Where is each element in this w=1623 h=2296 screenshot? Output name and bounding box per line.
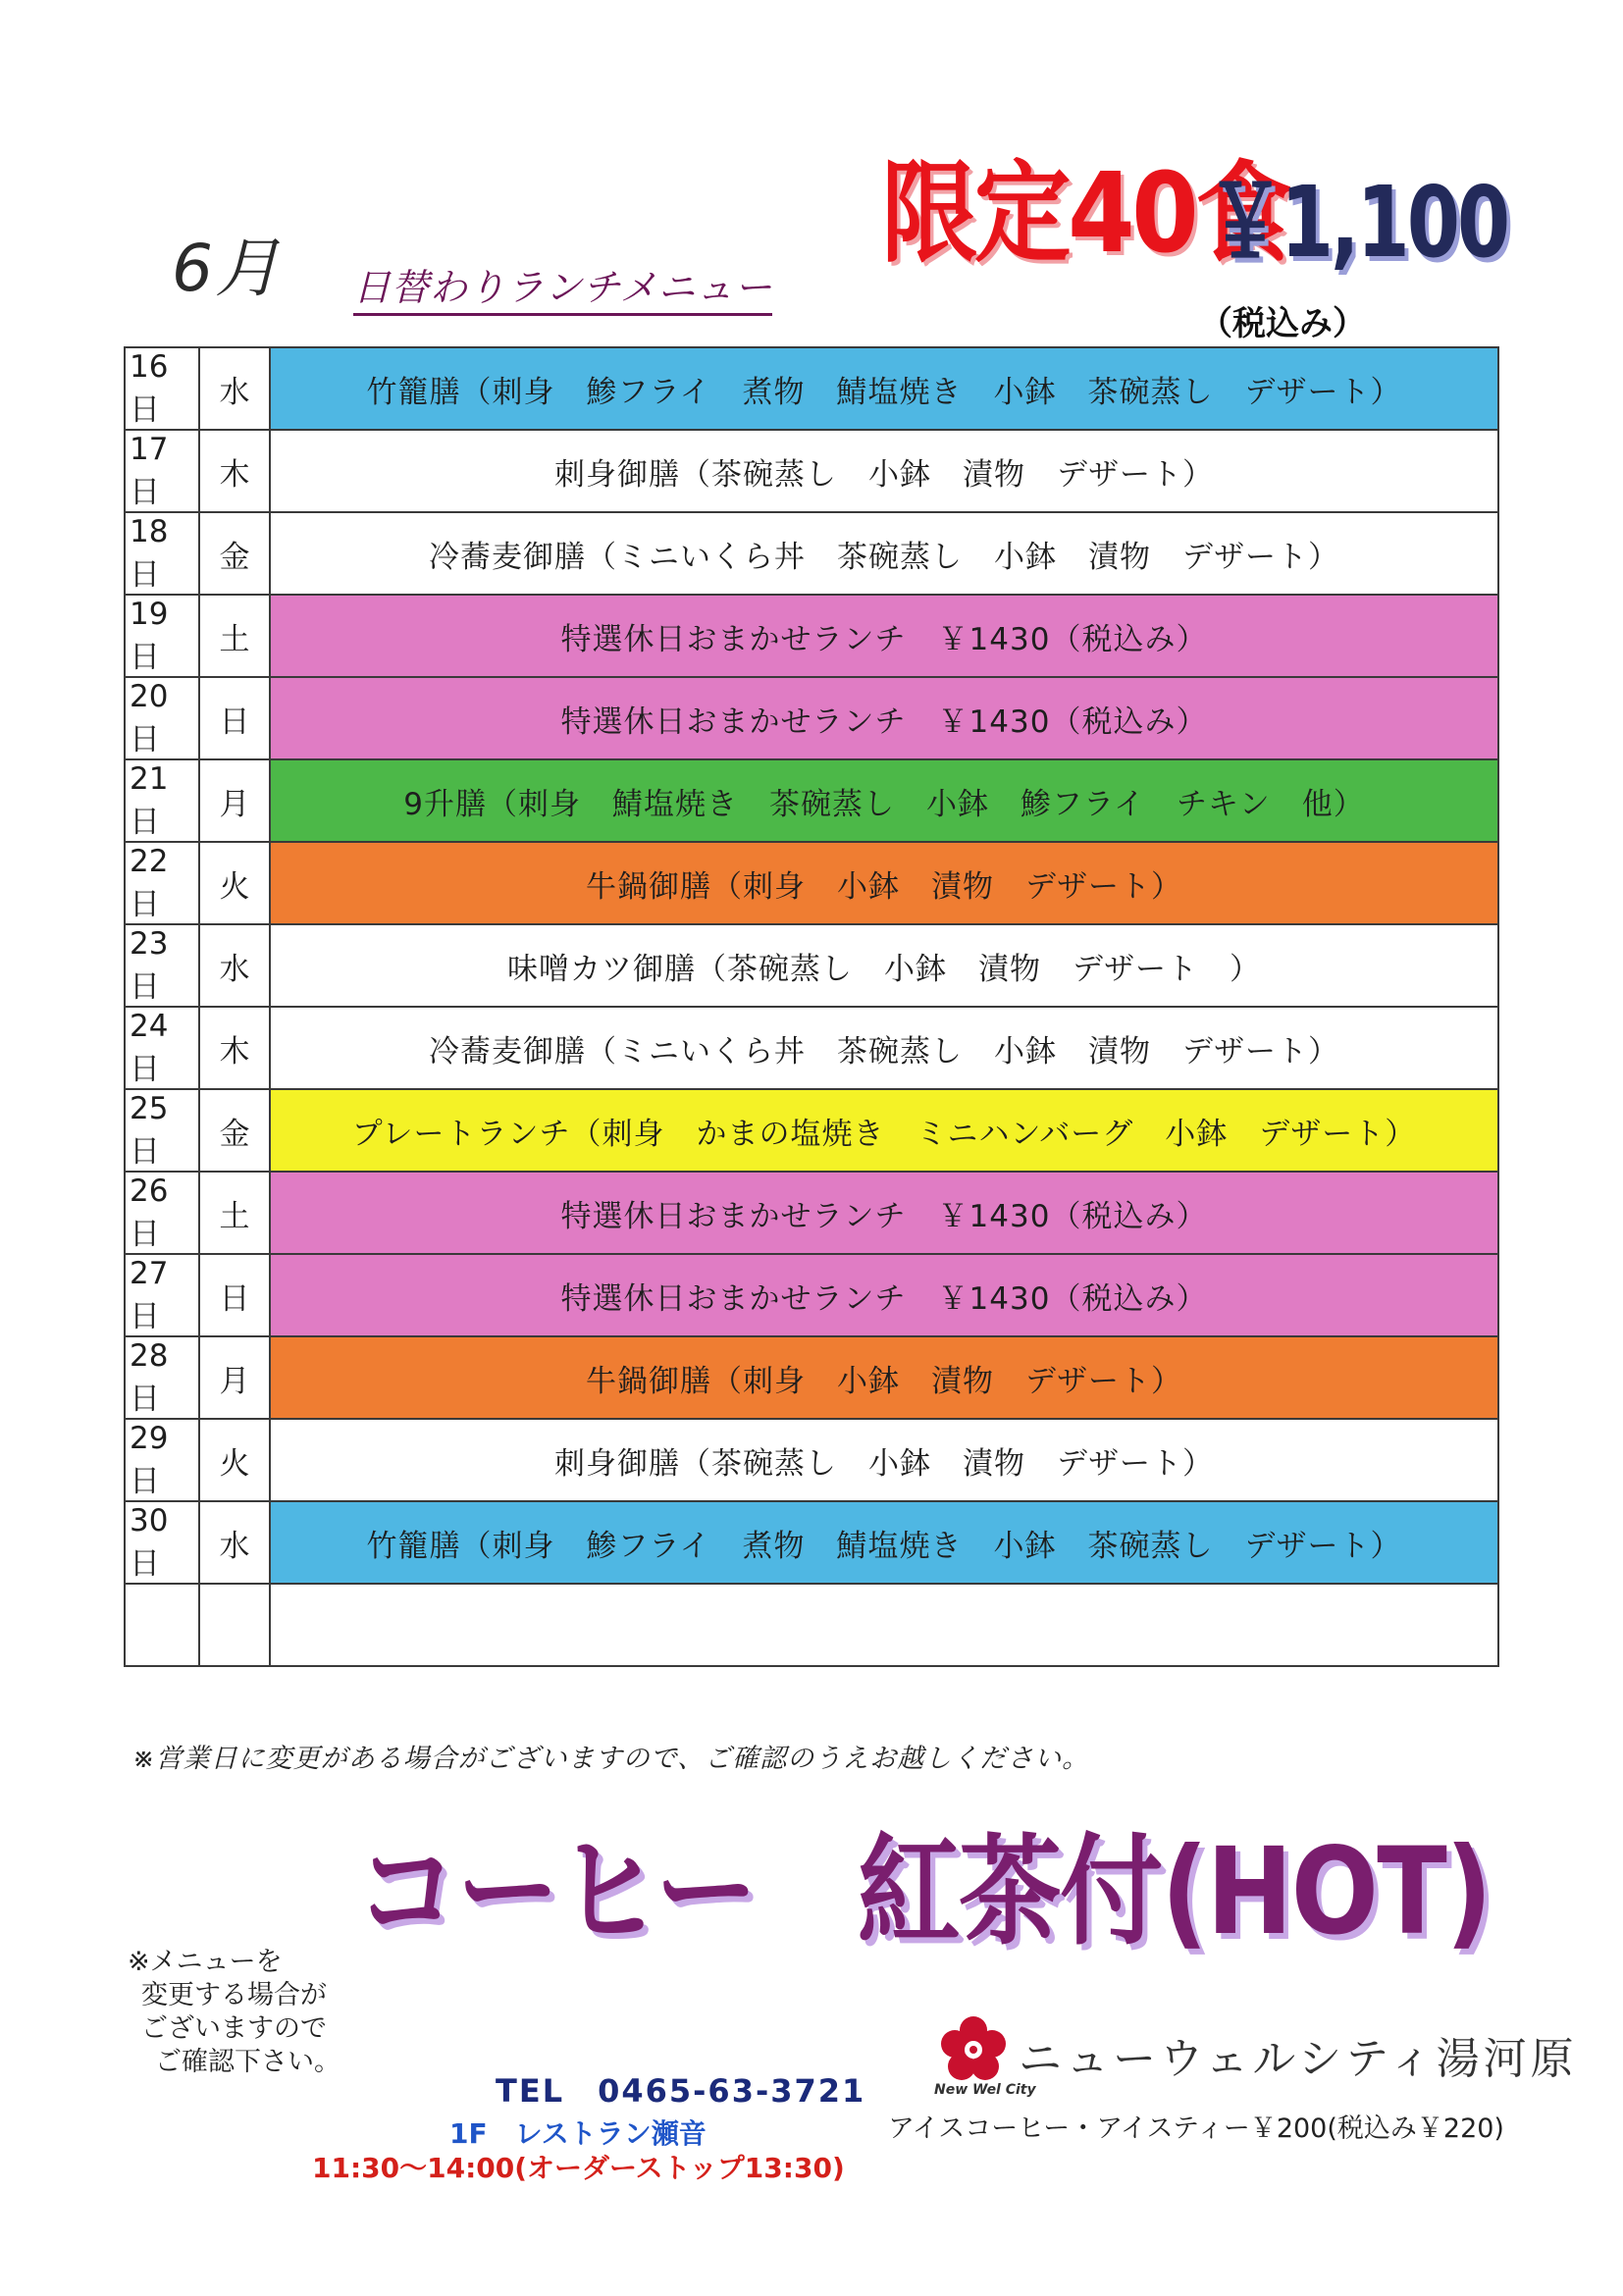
date-cell: 23日 xyxy=(125,924,199,1007)
menu-cell: 刺身御膳（茶碗蒸し 小鉢 漬物 デザート） xyxy=(270,430,1498,512)
menu-cell: 刺身御膳（茶碗蒸し 小鉢 漬物 デザート） xyxy=(270,1419,1498,1501)
day-of-week-cell: 火 xyxy=(199,842,270,924)
date-cell: 16日 xyxy=(125,347,199,430)
date-cell: 30日 xyxy=(125,1501,199,1584)
date-cell: 24日 xyxy=(125,1007,199,1089)
day-of-week-cell: 月 xyxy=(199,1336,270,1419)
date-cell: 27日 xyxy=(125,1254,199,1336)
menu-cell: 竹籠膳（刺身 鯵フライ 煮物 鯖塩焼き 小鉢 茶碗蒸し デザート） xyxy=(270,347,1498,430)
iced-drinks-price: アイスコーヒー・アイスティー￥200(税込み￥220) xyxy=(888,2113,1504,2144)
menu-cell: 竹籠膳（刺身 鯵フライ 煮物 鯖塩焼き 小鉢 茶碗蒸し デザート） xyxy=(270,1501,1498,1584)
day-of-week-cell: 土 xyxy=(199,1172,270,1254)
menu-cell: 特選休日おまかせランチ ￥1430（税込み） xyxy=(270,595,1498,677)
menu-cell: 特選休日おまかせランチ ￥1430（税込み） xyxy=(270,1172,1498,1254)
menu-row xyxy=(125,924,1498,1007)
menu-change-line: ございますので xyxy=(141,2013,327,2044)
day-of-week-cell: 金 xyxy=(199,512,270,595)
menu-row xyxy=(125,347,1498,430)
menu-cell: 味噌カツ御膳（茶碗蒸し 小鉢 漬物 デザート ） xyxy=(270,924,1498,1007)
day-of-week-cell: 土 xyxy=(199,595,270,677)
restaurant-name: 1F レストラン瀬音 xyxy=(449,2117,707,2150)
menu-cell: 牛鍋御膳（刺身 小鉢 漬物 デザート） xyxy=(270,842,1498,924)
date-cell: 29日 xyxy=(125,1419,199,1501)
lunch-price: ￥1,100 xyxy=(1207,165,1508,280)
business-hours: 11:30〜14:00(オーダーストップ13:30) xyxy=(312,2152,845,2184)
day-of-week-cell: 月 xyxy=(199,759,270,842)
menu-row xyxy=(125,1254,1498,1336)
menu-cell: 特選休日おまかせランチ ￥1430（税込み） xyxy=(270,1254,1498,1336)
menu-subtitle: 日替わりランチメニュー xyxy=(353,257,772,316)
menu-row xyxy=(125,1089,1498,1172)
day-of-week-cell xyxy=(199,1584,270,1666)
menu-change-line: ご確認下さい。 xyxy=(155,2047,340,2077)
telephone: TEL 0465-63-3721 xyxy=(496,2072,866,2110)
day-of-week-cell: 火 xyxy=(199,1419,270,1501)
day-of-week-cell: 水 xyxy=(199,347,270,430)
day-of-week-cell: 金 xyxy=(199,1089,270,1172)
date-cell: 25日 xyxy=(125,1089,199,1172)
date-cell: 28日 xyxy=(125,1336,199,1419)
menu-row xyxy=(125,759,1498,842)
date-cell: 18日 xyxy=(125,512,199,595)
business-day-note: ※営業日に変更がある場合がございますので、ご確認のうえお越しください。 xyxy=(132,1744,1090,1774)
date-cell: 22日 xyxy=(125,842,199,924)
menu-cell: 特選休日おまかせランチ ￥1430（税込み） xyxy=(270,677,1498,759)
menu-row xyxy=(125,595,1498,677)
date-cell: 17日 xyxy=(125,430,199,512)
date-cell: 19日 xyxy=(125,595,199,677)
menu-change-note xyxy=(128,1946,340,2079)
menu-row xyxy=(125,512,1498,595)
day-of-week-cell: 日 xyxy=(199,677,270,759)
menu-row xyxy=(125,430,1498,512)
menu-row xyxy=(125,1007,1498,1089)
menu-cell: 9升膳（刺身 鯖塩焼き 茶碗蒸し 小鉢 鯵フライ チキン 他） xyxy=(270,759,1498,842)
price-tax-note: （税込み） xyxy=(1199,304,1366,343)
logo-name: ニューウェルシティ湯河原 xyxy=(1019,2034,1578,2084)
drinks-banner: コーヒー 紅茶付(HOT) xyxy=(355,1822,1492,1961)
menu-cell: 冷蕎麦御膳（ミニいくら丼 茶碗蒸し 小鉢 漬物 デザート） xyxy=(270,1007,1498,1089)
menu-cell: 冷蕎麦御膳（ミニいくら丼 茶碗蒸し 小鉢 漬物 デザート） xyxy=(270,512,1498,595)
month-title: 6月 xyxy=(172,231,282,306)
date-cell: 21日 xyxy=(125,759,199,842)
day-of-week-cell: 水 xyxy=(199,924,270,1007)
day-of-week-cell: 木 xyxy=(199,430,270,512)
menu-row xyxy=(125,842,1498,924)
plum-blossom-logo-icon xyxy=(940,2016,1007,2083)
menu-cell: 牛鍋御膳（刺身 小鉢 漬物 デザート） xyxy=(270,1336,1498,1419)
menu-row xyxy=(125,677,1498,759)
day-of-week-cell: 木 xyxy=(199,1007,270,1089)
limited-quantity-heading: 限定40食 xyxy=(881,150,1289,278)
date-cell: 26日 xyxy=(125,1172,199,1254)
lunch-menu-table xyxy=(124,346,1499,1667)
date-cell xyxy=(125,1584,199,1666)
logo-english-name: New Wel City xyxy=(934,2082,1036,2098)
menu-change-line: ※メニューを xyxy=(128,1947,283,1977)
date-cell: 20日 xyxy=(125,677,199,759)
menu-row xyxy=(125,1172,1498,1254)
menu-cell: プレートランチ（刺身 かまの塩焼き ミニハンバーグ 小鉢 デザート） xyxy=(270,1089,1498,1172)
menu-cell xyxy=(270,1584,1498,1666)
menu-row xyxy=(125,1419,1498,1501)
menu-row xyxy=(125,1336,1498,1419)
day-of-week-cell: 水 xyxy=(199,1501,270,1584)
day-of-week-cell: 日 xyxy=(199,1254,270,1336)
menu-row xyxy=(125,1584,1498,1666)
menu-row xyxy=(125,1501,1498,1584)
menu-change-line: 変更する場合が xyxy=(141,1980,327,2010)
